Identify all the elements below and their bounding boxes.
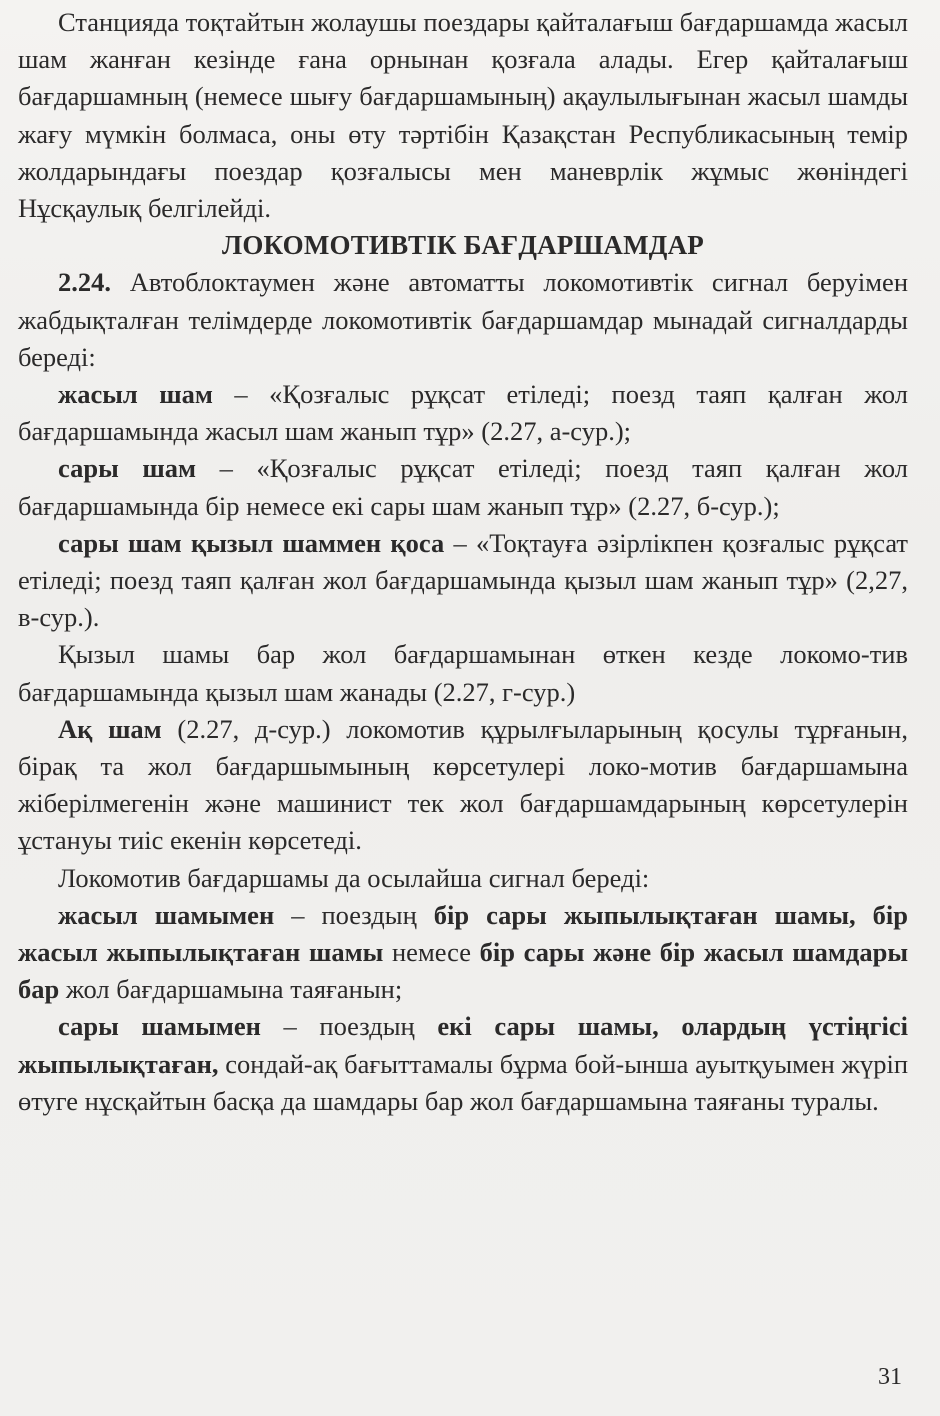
signal-desc-white: (2.27, д-сур.) локомотив құрылғыларының қосулы тұрғанын, бірақ та жол бағдаршымының көрсетулері локо-мотив бағдаршамына жіберілмегенін және машинист тек жол бағдаршамдарының көрсетулерін ұстануы тиіс екенін көрсетеді. — [18, 713, 908, 856]
signal-white — [18, 711, 908, 860]
loco-signal-green — [18, 897, 908, 1009]
loco-signal-yellow — [18, 1008, 908, 1120]
signal-green — [18, 376, 908, 450]
signal-term-yellow: сары шам — [58, 453, 197, 484]
page-body — [18, 4, 908, 1120]
clause-number: 2.24. — [58, 267, 111, 298]
loco-term-green: жасыл шамымен — [58, 899, 275, 930]
section-heading: ЛОКОМОТИВТІК БАҒДАРШАМДАР — [222, 230, 704, 261]
signal-yellow — [18, 450, 908, 524]
signal-desc-green: – «Қозғалыс рұқсат етіледі; поезд таяп қалған жол бағдаршамында жасыл шам жанып тұр» (2.27, а-сур.); — [18, 379, 908, 447]
loco-bold-text: екі сары шамы, олардың үстіңгісі жыпылықтаған, — [18, 1011, 908, 1079]
paragraph-2-24 — [18, 264, 908, 376]
loco-signal-intro: Локомотив бағдаршамы да осылайша сигнал береді: — [58, 862, 650, 893]
page-number: 31 — [878, 1364, 902, 1390]
signal-yellow-red — [18, 525, 908, 637]
loco-text: – поездың — [274, 899, 434, 930]
signal-term-white: Ақ шам — [58, 713, 162, 744]
signal-desc-yellow-red: – «Тоқтауға әзірлікпен қозғалыс рұқсат етіледі; поезд таяп қалған жол бағдаршамында қызыл шам жанып тұр» (2,27, в-сур.). — [18, 527, 909, 633]
loco-text: сондай-ақ бағыттамалы бұрма бой-ынша ауытқуымен жүріп өтуге нұсқайтын басқа да шамдары бар жол бағдаршамына таяғаны туралы. — [18, 1048, 908, 1116]
signal-desc-yellow: – «Қозғалыс рұқсат етіледі; поезд таяп қалған жол бағдаршамында бір немесе екі сары шам жанып тұр» (2.27, б-сур.); — [18, 453, 908, 521]
loco-bold-text: бір сары және бір жасыл шамдары бар — [18, 937, 909, 1005]
loco-text: немесе — [383, 937, 480, 968]
loco-text: жол бағдаршамына таяғанын; — [59, 974, 403, 1005]
signal-red: Қызыл шамы бар жол бағдаршамынан өткен кезде локомо-тив бағдаршамында қызыл шам жанады (2.27, г-сур.) — [18, 639, 908, 707]
loco-term-yellow: сары шамымен — [58, 1011, 261, 1042]
loco-text: – поездың — [260, 1011, 438, 1042]
signal-term-green: жасыл шам — [58, 379, 213, 410]
loco-bold-text: бір сары жыпылықтаған шамы, бір жасыл жыпылықтаған шамы — [18, 899, 908, 968]
clause-text: Автоблоктаумен және автоматты локомотивтік сигнал беруімен жабдықталған телімдерде локомотивтік бағдаршамдар мынадай сигналдарды береді: — [18, 267, 908, 372]
signal-term-yellow-red: сары шам қызыл шаммен қоса — [58, 527, 445, 558]
paragraph-departure-rules: Станцияда тоқтайтын жолаушы поездары қайталағыш бағдаршамда жасыл шам жанған кезінде ғана орнынан қозғала алады. Егер қайталағыш бағдаршамның (немесе шығу бағдаршамының) ақаулылығынан жасыл шамды жағу мүмкін болмаса, оны өту тәртібін Қазақстан Республикасының темір жолдарындағы поездар қозғалысы мен маневрлік жұмыс жөніндегі Нұсқаулық белгілейді. — [18, 7, 908, 224]
